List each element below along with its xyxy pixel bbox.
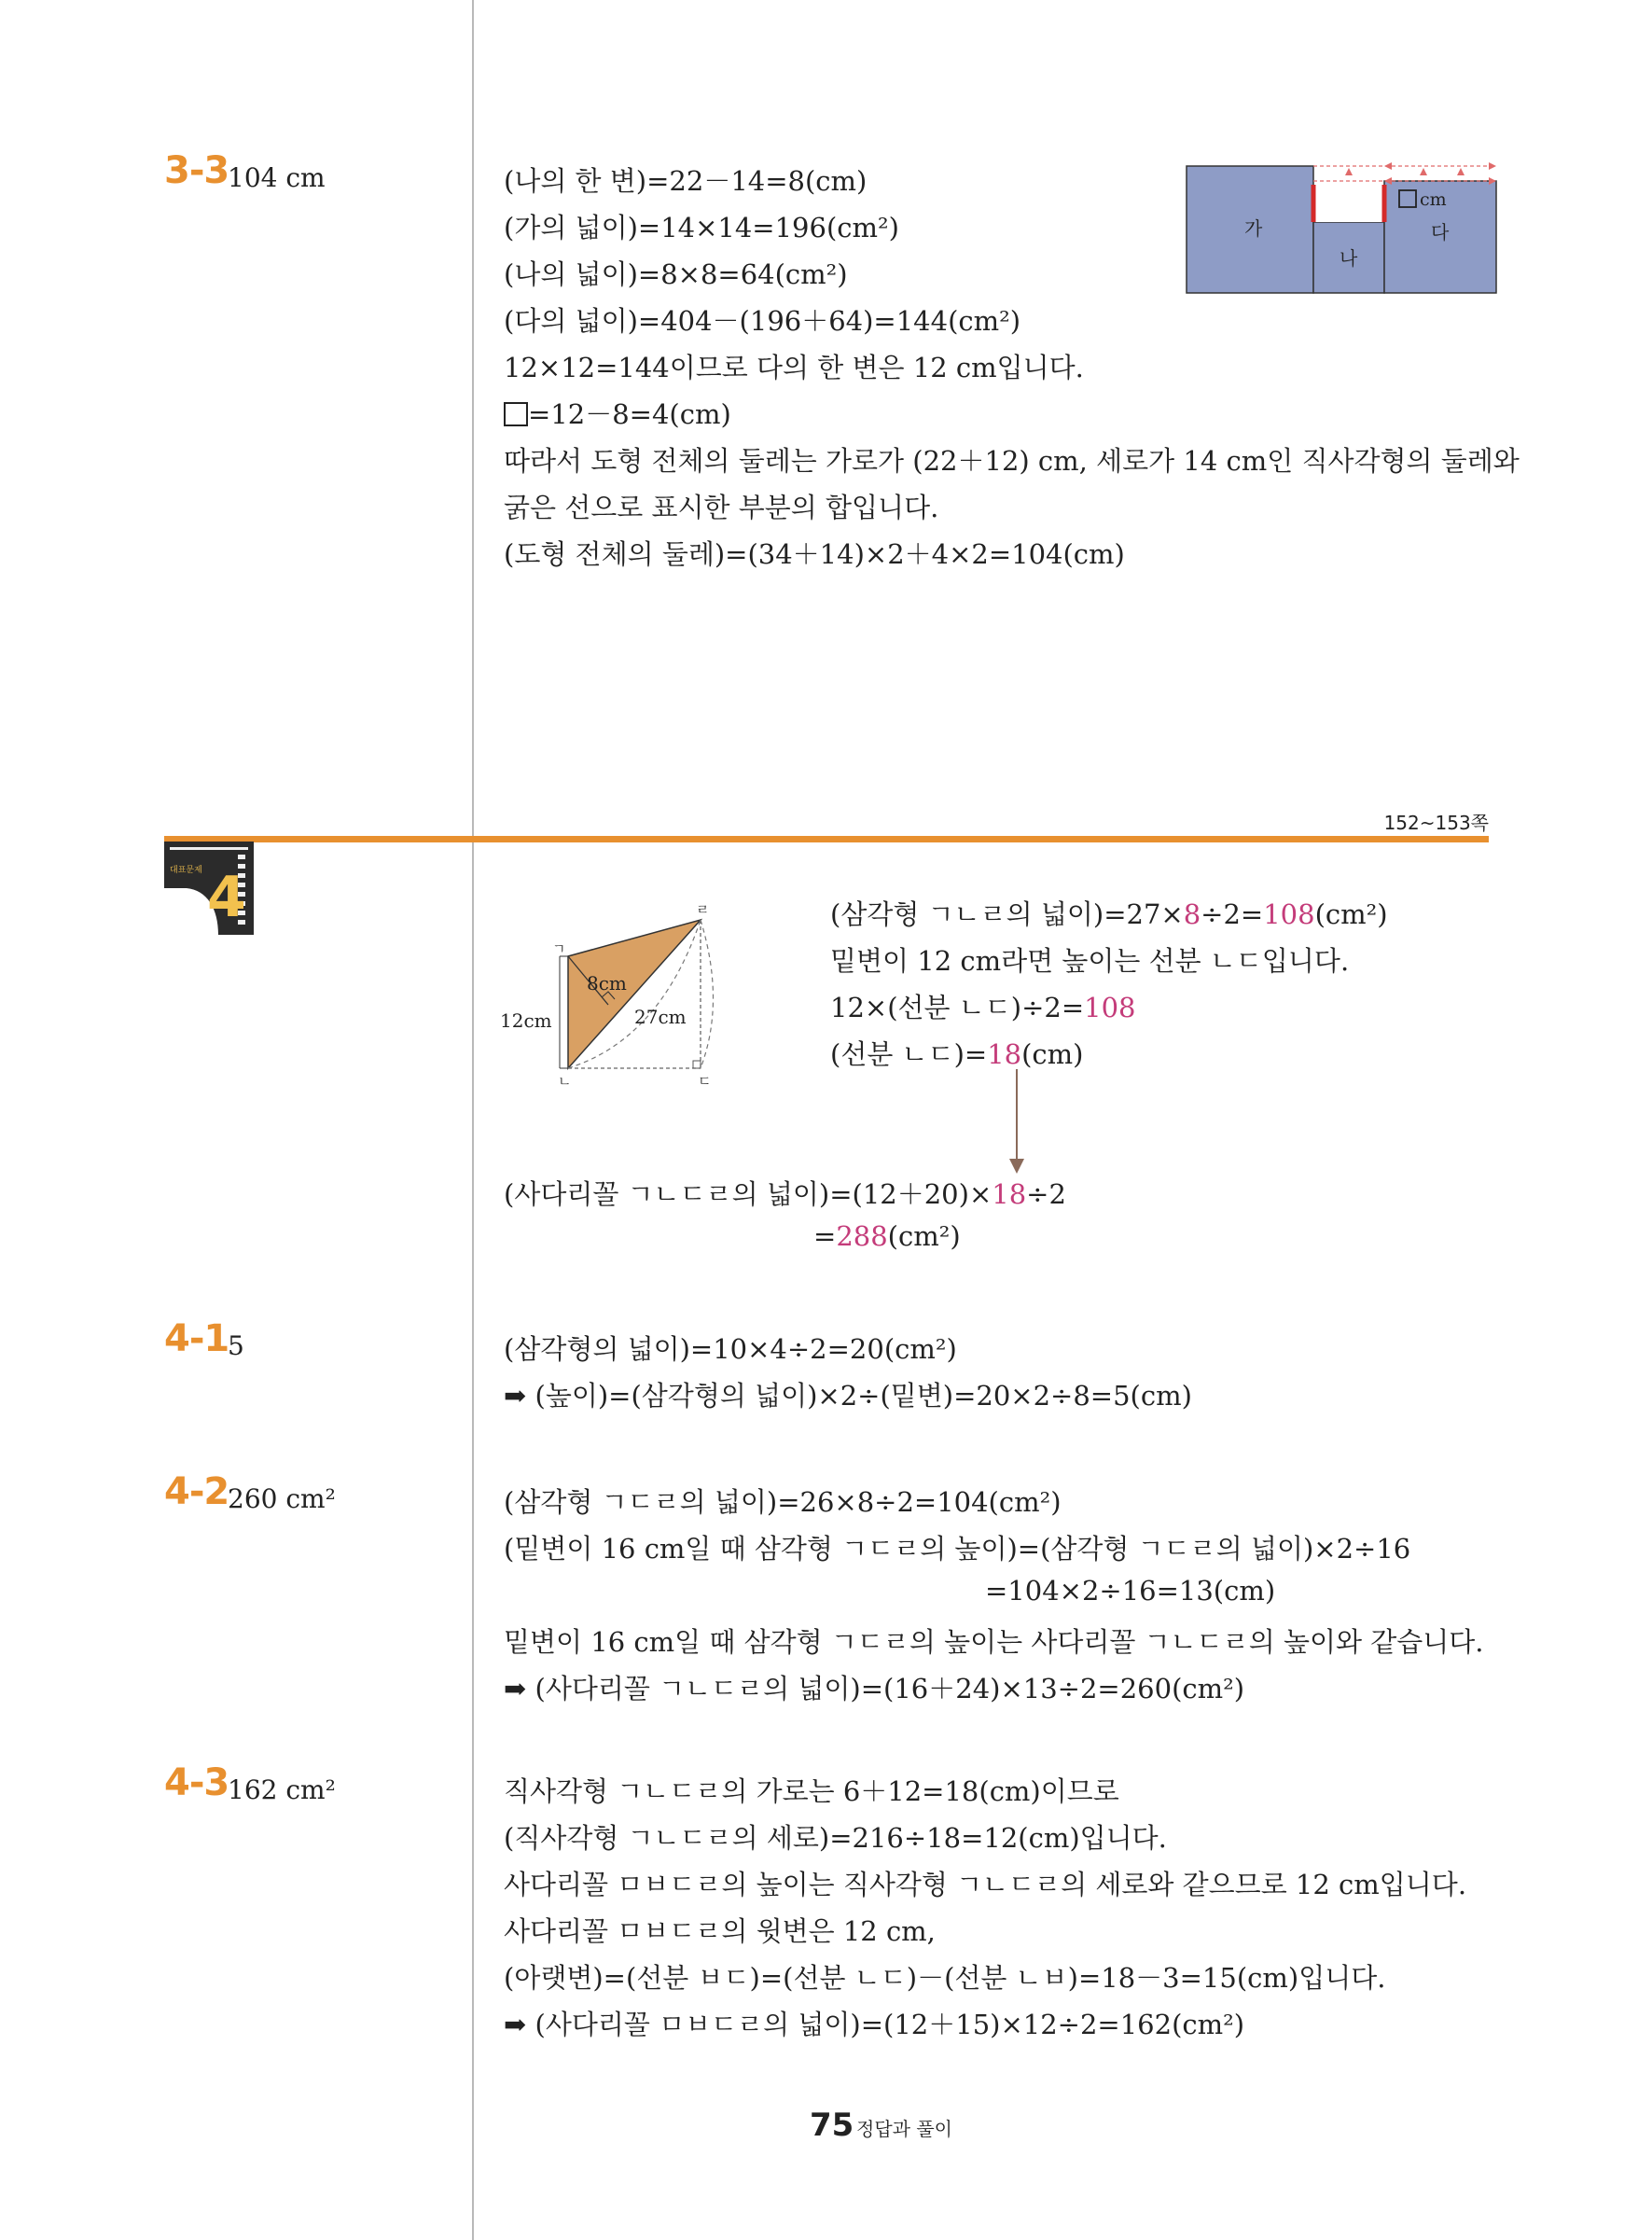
solution-line: (직사각형 ㄱㄴㄷㄹ의 세로)=216÷18=12(cm)입니다.: [504, 1822, 1167, 1854]
solution-line: (삼각형 ㄱㄷㄹ의 넓이)=26×8÷2=104(cm²): [504, 1486, 1062, 1518]
answer-3-3: 104 cm: [228, 162, 326, 193]
solution-line: ➡ (사다리꼴 ㄱㄴㄷㄹ의 넓이)=(16＋24)×13÷2=260(cm²): [504, 1673, 1245, 1704]
problem-number-4-1: 4-1: [164, 1317, 229, 1360]
solution-line: 밑변이 12 cm라면 높이는 선분 ㄴㄷ입니다.: [830, 945, 1350, 977]
solution-line: (아랫변)=(선분 ㅂㄷ)=(선분 ㄴㄷ)－(선분 ㄴㅂ)=18－3=15(cm)입니다.: [504, 1962, 1386, 1994]
solution-line: ➡ (사다리꼴 ㅁㅂㄷㄹ의 넓이)=(12＋15)×12÷2=162(cm²): [504, 2009, 1245, 2040]
svg-text:나: 나: [1340, 247, 1358, 270]
trapezoid-figure: [493, 899, 720, 1092]
solution-line: (가의 넓이)=14×14=196(cm²): [504, 212, 899, 243]
page-reference: 152~153쪽: [1383, 812, 1489, 834]
problem-number-4-3: 4-3: [164, 1761, 229, 1804]
solution-line: =104×2÷16=13(cm): [985, 1575, 1276, 1607]
answer-4-2: 260 cm²: [228, 1483, 336, 1514]
solution-line: (나의 넓이)=8×8=64(cm²): [504, 258, 848, 290]
svg-text:다: 다: [1431, 221, 1450, 243]
svg-text:ㄹ: ㄹ: [696, 901, 710, 918]
page-number: 75: [810, 2107, 854, 2144]
solution-line: 12×12=144이므로 다의 한 변은 12 cm입니다.: [504, 352, 1084, 383]
solution-line: =12－8=4(cm): [504, 394, 731, 432]
blank-box-icon: [504, 402, 528, 426]
squares-figure: [1185, 157, 1498, 297]
svg-text:ㄴ: ㄴ: [558, 1073, 572, 1090]
footer-label: 정답과 풀이: [856, 2118, 952, 2140]
solution-line: ➡ (높이)=(삼각형의 넓이)×2÷(밑변)=20×2÷8=5(cm): [504, 1380, 1192, 1412]
svg-text:대표문제: 대표문제: [170, 866, 202, 875]
solution-line: 12×(선분 ㄴㄷ)÷2=108: [830, 992, 1136, 1023]
solution-line: (삼각형의 넓이)=10×4÷2=20(cm²): [504, 1333, 957, 1365]
svg-text:cm: cm: [1420, 189, 1447, 210]
solution-line: 굵은 선으로 표시한 부분의 합입니다.: [504, 492, 939, 523]
problem-number-3-3: 3-3: [164, 149, 229, 192]
solution-line: 사다리꼴 ㅁㅂㄷㄹ의 윗변은 12 cm,: [504, 1915, 936, 1947]
svg-text:ㄷ: ㄷ: [698, 1073, 712, 1090]
solution-line: 따라서 도형 전체의 둘레는 가로가 (22＋12) cm, 세로가 14 cm인 직사각형의 둘레와: [504, 445, 1520, 477]
problem-number-4-2: 4-2: [164, 1470, 229, 1513]
solution-line: (다의 넓이)=404－(196＋64)=144(cm²): [504, 305, 1021, 337]
solution-line: (선분 ㄴㄷ)=18(cm): [830, 1038, 1084, 1070]
solution-line: (사다리꼴 ㄱㄴㄷㄹ의 넓이)=(12＋20)×18÷2: [504, 1178, 1066, 1210]
svg-text:ㄱ: ㄱ: [552, 940, 566, 957]
solution-line: 사다리꼴 ㅁㅂㄷㄹ의 높이는 직사각형 ㄱㄴㄷㄹ의 세로와 같으므로 12 cm입니다.: [504, 1869, 1467, 1900]
svg-text:12cm: 12cm: [500, 1009, 552, 1032]
svg-text:8cm: 8cm: [587, 972, 627, 995]
svg-text:4: 4: [207, 865, 246, 930]
solution-line: =288(cm²): [813, 1220, 961, 1252]
solution-line: 직사각형 ㄱㄴㄷㄹ의 가로는 6＋12=18(cm)이므로: [504, 1775, 1119, 1807]
down-arrow-icon: [1007, 1069, 1026, 1174]
solution-line: (밑변이 16 cm일 때 삼각형 ㄱㄷㄹ의 높이)=(삼각형 ㄱㄷㄹ의 넓이)×2÷16: [504, 1533, 1411, 1565]
solution-line: (도형 전체의 둘레)=(34＋14)×2＋4×2=104(cm): [504, 538, 1125, 570]
section-divider: [164, 836, 1489, 842]
svg-text:27cm: 27cm: [634, 1006, 687, 1028]
problem-badge: [164, 842, 254, 937]
solution-line: 밑변이 16 cm일 때 삼각형 ㄱㄷㄹ의 높이는 사다리꼴 ㄱㄴㄷㄹ의 높이와 같습니다.: [504, 1626, 1484, 1658]
answer-4-1: 5: [228, 1330, 244, 1361]
svg-text:가: 가: [1244, 217, 1263, 240]
answer-4-3: 162 cm²: [228, 1774, 336, 1805]
solution-line: (나의 한 변)=22－14=8(cm): [504, 165, 868, 197]
column-divider: [472, 0, 474, 2240]
solution-line: (삼각형 ㄱㄴㄹ의 넓이)=27×8÷2=108(cm²): [830, 898, 1388, 930]
